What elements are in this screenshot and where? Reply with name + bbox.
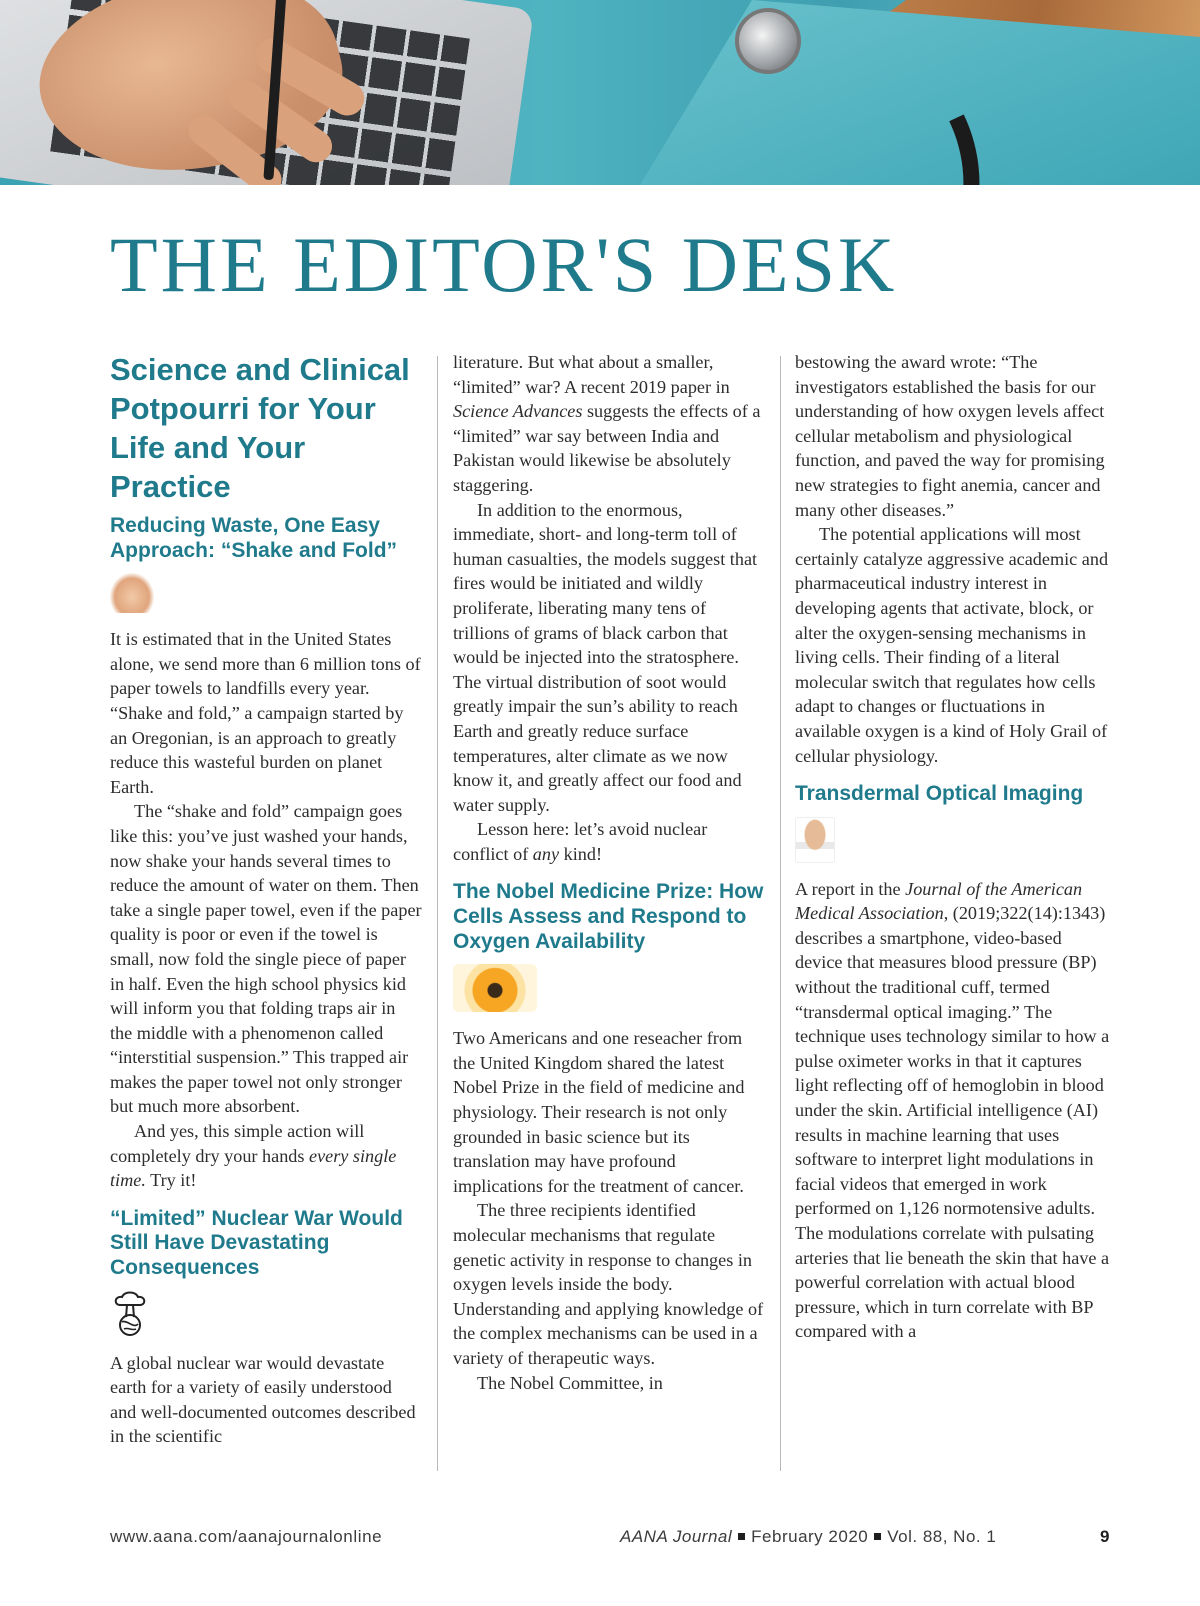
column-divider — [780, 356, 781, 1471]
section-heading-shake-fold: Reducing Waste, One Easy Approach: “Shake and Fold” — [110, 514, 398, 562]
square-bullet-icon — [738, 1533, 745, 1540]
text-run-italic: every single time. — [110, 1145, 397, 1191]
paragraph-continued: bestowing the award wrote: “The investigators established the basis for our understanding of how oxygen levels affect cellular metabolism and physiological function, and paved the way for promising new strategies to fight anemia, cancer and many other diseases.” — [795, 352, 1105, 520]
page-number: 9 — [1100, 1527, 1110, 1546]
text-run-italic: Science Advances — [453, 401, 583, 422]
stethoscope-icon — [735, 8, 801, 74]
section-heading-transdermal: Transdermal Optical Imaging — [795, 782, 1084, 806]
text-run: literature. But what about a smaller, “limited” war? A recent 2019 paper in — [453, 352, 730, 397]
text-run: , (2019;322(14):1343) describes a smartphone, video-based device that measures blood pressure (BP) without the traditional cuff, termed “transdermal optical imaging.” The technique uses technology similar to how a pulse oximeter works in that it captures light reflecting off of hemoglobin in blood under the skin. Artificial intelligence (AI) results in machine learning that uses software to interpret light modulations in facial videos that emerged in work performed on 1,126 normotensive adults. The modulations correlate with pulsating arteries that lie beneath the skin that have a powerful correlation with actual blood pressure, which in turn correlate with BP compared with a — [795, 903, 1110, 1342]
hands-towel-icon — [110, 573, 154, 613]
page-title: THE EDITOR'S DESK — [110, 221, 898, 308]
paragraph — [110, 1351, 422, 1449]
paragraph — [110, 1119, 422, 1193]
petri-dish-icon — [453, 964, 537, 1012]
section-heading-nobel: The Nobel Medicine Prize: How Cells Assess and Respond to Oxygen Availability — [453, 880, 764, 953]
column-3 — [795, 350, 1113, 1344]
paragraph: In addition to the enormous, immediate, short- and long-term toll of human casualties, the models suggest that fires would be initiated and wildly proliferate, liberating many tens of trillions of grams of black carbon that would be injected into the stratosphere. The virtual distribution of soot would greatly impair the sun’s ability to reach Earth and greatly reduce surface temperatures, alter climate as we now know it, and greatly affect our food and water supply. — [453, 499, 758, 815]
text-run: suggests the effects of a “limited” war say between India and Pakistan would likewise be absolutely staggering. — [453, 401, 761, 495]
paragraph: The potential applications will most certainly catalyze aggressive academic and pharmaceutical industry interest in developing agents that activate, block, or alter the oxygen-sensing mechanisms in living cells. Their finding of a literal molecular switch that regulates how cells adapt to changes or fluctuations in available oxygen is a kind of Holy Grail of cellular physiology. — [795, 524, 1109, 766]
paragraph: The three recipients identified molecular mechanisms that regulate genetic activity in response to changes in oxygen levels inside the body. Understanding and applying knowledge of the complex mechanisms can be used in a variety of therapeutic ways. — [453, 1200, 764, 1368]
text-run: kind! — [559, 843, 603, 864]
column-2 — [453, 350, 765, 1396]
issue-date: February 2020 — [751, 1527, 869, 1546]
nuclear-explosion-icon — [110, 1291, 150, 1337]
paragraph-continued — [453, 350, 765, 498]
column-1 — [110, 350, 422, 1449]
journal-name: AANA Journal — [620, 1527, 733, 1546]
text-run: And yes, this simple action will completely dry your hands — [110, 1121, 365, 1166]
paragraph: The “shake and fold” campaign goes like this: you’ve just washed your hands, now shake your hands several times to reduce the amount of water on them. Then take a single paper towel, even if the paper quality is poor or even if the towel is small, now fold the single piece of paper in half. Even the high school physics kid will inform you that folding traps air in the middle with a phenomenon called “interstitial suspension.” This trapped air makes the paper towel not only stronger but much more absorbent. — [110, 801, 422, 1117]
section-heading-nuclear: “Limited” Nuclear War Would Still Have Devastating Consequences — [110, 1206, 403, 1280]
text-run: Lesson here: let’s avoid nuclear conflict of — [453, 819, 708, 864]
square-bullet-icon — [874, 1533, 881, 1540]
paragraph: Two Americans and one reseacher from the United Kingdom shared the latest Nobel Prize in the field of medicine and physiology. Their research is not only grounded in basic science but its translation may have profound implications for the treatment of cancer. — [453, 1028, 745, 1196]
header-photo — [0, 0, 1200, 185]
text-run: A report in the — [795, 878, 906, 899]
paragraph — [453, 1371, 765, 1396]
article-title: Science and Clinical Potpourri for Your Life and Your Practice — [110, 352, 410, 504]
text-run: A global nuclear war would devastate earth for a variety of easily understood and well-documented outcomes described in the scientific — [110, 1352, 416, 1447]
text-run-italic: any — [532, 843, 560, 864]
footer-url: www.aana.com/aanajournalonline — [110, 1527, 383, 1546]
paragraph — [453, 817, 765, 866]
text-run: Try it! — [145, 1170, 197, 1191]
text-run-italic: Journal of the American Medical Association — [795, 878, 1083, 924]
smartphone-face-icon — [795, 817, 835, 863]
column-divider — [437, 356, 438, 1471]
footer-journal-info — [620, 1527, 996, 1547]
paragraph — [795, 877, 1113, 1344]
text-run: The Nobel Committee, in — [477, 1372, 663, 1393]
paragraph: It is estimated that in the United States alone, we send more than 6 million tons of paper towels to landfills every year. “Shake and fold,” a campaign started by an Oregonian, is an approach to greatly reduce this wasteful burden on planet Earth. — [110, 629, 421, 797]
volume: Vol. 88, No. 1 — [887, 1527, 997, 1546]
